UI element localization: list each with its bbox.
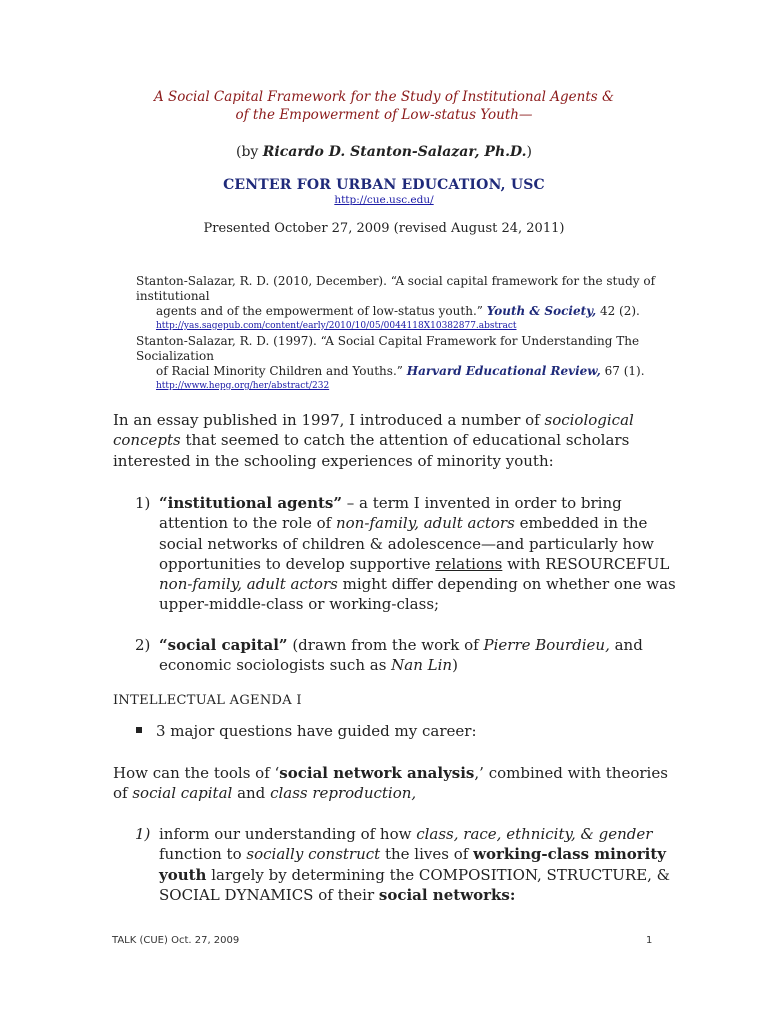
reference-2-journal: Harvard Educational Review,: [406, 364, 601, 378]
list-item-2: [135, 635, 695, 676]
term-institutional-agents: “institutional agents”: [159, 494, 342, 512]
presented-date: Presented October 27, 2009 (revised August 24, 2011): [203, 221, 565, 236]
intro-text-2: that seemed to catch the attention of educational scholars interested in the schooling experiences of minority youth:: [113, 431, 630, 470]
reference-2-title-end: of Racial Minority Children and Youths.”: [156, 364, 403, 378]
list-number: 1): [135, 825, 151, 843]
page-number: 1: [646, 935, 653, 946]
item1-text-2: embedded in the social networks of children & adolescence—and particularly how opportunities to develop supportive: [159, 514, 655, 573]
reference-1-url-link[interactable]: http://yas.sagepub.com/content/early/2010/10/05/0044118X10382877.abstract: [156, 321, 517, 331]
item3-text-4: largely by determining the COMPOSITION, STRUCTURE, & SOCIAL DYNAMICS of their: [159, 865, 671, 904]
reference-1-title-end: agents and of the empowerment of low-status youth.”: [156, 304, 483, 318]
organization-name: CENTER FOR URBAN EDUCATION, USC: [223, 177, 545, 193]
reference-2-line-1: Stanton-Salazar, R. D. (1997). “A Social Capital Framework for Understanding The Socialization: [136, 334, 640, 363]
reference-2-volume: 67 (1).: [600, 364, 645, 378]
list-item-3-text: [159, 824, 695, 905]
item3-text-1: inform our understanding of how: [159, 825, 417, 843]
reference-1-line-2: [136, 304, 696, 319]
reference-2: [136, 334, 696, 394]
list-item-3: [135, 824, 695, 905]
intro-text-1: In an essay published in 1997, I introduced a number of: [113, 411, 545, 429]
item3-italic-2: socially construct: [246, 845, 381, 864]
document-title: [0, 88, 768, 124]
list-item-1-text: [159, 493, 695, 615]
reference-1-journal: Youth & Society,: [486, 304, 597, 318]
reference-1-volume: 42 (2).: [596, 304, 640, 318]
item1-text-1: – a term I invented in order to bring attention to the role of: [159, 494, 622, 533]
organization-url-row: [0, 194, 768, 206]
footer-label: TALK (CUE) Oct. 27, 2009: [112, 935, 240, 946]
item3-text-3: the lives of: [380, 845, 474, 864]
author-name: Ricardo D. Stanton-Salazar, Ph.D.: [262, 144, 527, 160]
title-line-2: of the Empowerment of Low-status Youth—: [235, 107, 533, 123]
list-number: 1): [135, 494, 151, 512]
question-italic-1: social capital: [132, 784, 233, 803]
byline: [0, 144, 768, 160]
byline-suffix: ): [526, 144, 532, 160]
question-text-3: and: [232, 784, 271, 803]
question-paragraph: [113, 763, 673, 804]
question-bold-1: social network analysis: [279, 764, 475, 782]
bullet-text: 3 major questions have guided my career:: [156, 722, 477, 740]
list-item-1: [135, 493, 695, 615]
title-line-1: A Social Capital Framework for the Study of Institutional Agents &: [153, 89, 615, 105]
organization-url-link[interactable]: http://cue.usc.edu/: [334, 194, 434, 206]
item3-bold-2: social networks:: [378, 885, 516, 904]
intro-paragraph: [113, 410, 673, 471]
item3-italic-1: class, race, ethnicity, & gender: [416, 825, 653, 843]
list-number: 2): [135, 636, 151, 654]
question-text-1: How can the tools of ‘: [113, 764, 280, 782]
reference-2-line-2: [136, 364, 696, 379]
reference-1-line-1: Stanton-Salazar, R. D. (2010, December). “A social capital framework for the study of institutional: [136, 274, 656, 303]
bullet-item: [136, 722, 477, 740]
reference-1: [136, 274, 696, 334]
item1-italic-2: non-family, adult actors: [159, 575, 338, 594]
item2-text-2: and economic sociologists such as: [159, 636, 643, 675]
intro-italic-1: sociological concepts: [113, 411, 634, 450]
item1-underline: relations: [435, 554, 503, 573]
term-social-capital: “social capital”: [159, 636, 288, 654]
item1-italic-1: non-family, adult actors: [335, 514, 515, 533]
square-bullet-icon: [136, 727, 142, 733]
item1-text-4: might differ depending on whether one was upper-middle-class or working-class;: [159, 575, 676, 614]
byline-prefix: (by: [236, 144, 263, 160]
section-heading: INTELLECTUAL AGENDA I: [113, 693, 302, 708]
question-italic-2: class reproduction,: [270, 784, 417, 803]
item2-text-3: ): [452, 656, 458, 675]
item3-bold-1: working-class minority youth: [159, 845, 666, 884]
item3-text-2: function to: [159, 845, 247, 864]
reference-2-url-link[interactable]: http://www.hepg.org/her/abstract/232: [156, 381, 330, 391]
item2-text-1: (drawn from the work of: [287, 636, 484, 654]
item1-text-3: with RESOURCEFUL: [502, 554, 670, 573]
list-item-2-text: [159, 635, 695, 676]
item2-italic-2: Nan Lin: [391, 656, 453, 675]
item2-italic-1: Pierre Bourdieu,: [483, 636, 610, 654]
question-text-2: ,’ combined with theories of: [113, 764, 668, 803]
